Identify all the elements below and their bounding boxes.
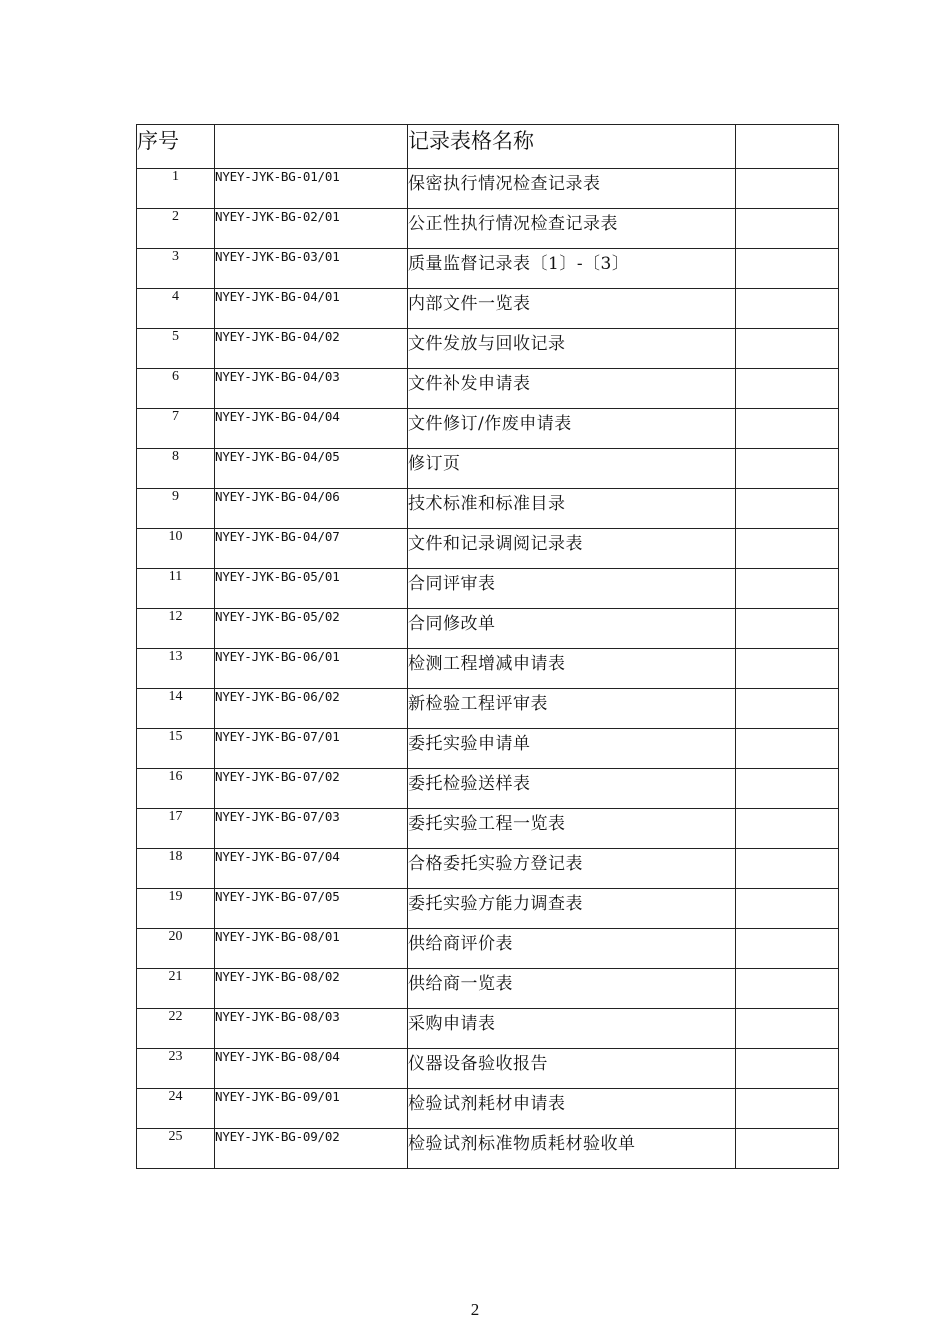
table-row — [137, 729, 839, 769]
table-row — [137, 449, 839, 489]
row-extra-cell — [736, 1049, 839, 1089]
row-form-code: NYEY-JYK-BG-08/03 — [215, 1009, 408, 1049]
row-form-code: NYEY-JYK-BG-09/02 — [215, 1129, 408, 1169]
table-row — [137, 929, 839, 969]
row-serial-number: 10 — [137, 529, 215, 569]
row-form-name: 仪器设备验收报告 — [408, 1049, 736, 1089]
row-serial-number: 2 — [137, 209, 215, 249]
row-form-name: 合同评审表 — [408, 569, 736, 609]
row-extra-cell — [736, 1009, 839, 1049]
row-extra-cell — [736, 689, 839, 729]
row-form-name: 委托实验工程一览表 — [408, 809, 736, 849]
row-form-code: NYEY-JYK-BG-04/01 — [215, 289, 408, 329]
row-form-code: NYEY-JYK-BG-06/01 — [215, 649, 408, 689]
table-row — [137, 649, 839, 689]
row-form-code: NYEY-JYK-BG-04/06 — [215, 489, 408, 529]
row-serial-number: 13 — [137, 649, 215, 689]
table-row — [137, 529, 839, 569]
row-form-name: 文件补发申请表 — [408, 369, 736, 409]
row-form-name: 质量监督记录表〔1〕-〔3〕 — [408, 249, 736, 289]
row-extra-cell — [736, 569, 839, 609]
row-serial-number: 17 — [137, 809, 215, 849]
row-serial-number: 23 — [137, 1049, 215, 1089]
table-row — [137, 369, 839, 409]
row-extra-cell — [736, 969, 839, 1009]
row-extra-cell — [736, 409, 839, 449]
row-serial-number: 8 — [137, 449, 215, 489]
row-form-code: NYEY-JYK-BG-05/01 — [215, 569, 408, 609]
row-extra-cell — [736, 249, 839, 289]
row-extra-cell — [736, 329, 839, 369]
row-extra-cell — [736, 809, 839, 849]
row-extra-cell — [736, 649, 839, 689]
row-form-name: 供给商评价表 — [408, 929, 736, 969]
table-row — [137, 1009, 839, 1049]
row-form-code: NYEY-JYK-BG-02/01 — [215, 209, 408, 249]
table-row — [137, 329, 839, 369]
row-form-name: 技术标准和标准目录 — [408, 489, 736, 529]
row-form-code: NYEY-JYK-BG-04/05 — [215, 449, 408, 489]
row-extra-cell — [736, 529, 839, 569]
row-form-code: NYEY-JYK-BG-07/02 — [215, 769, 408, 809]
table-row — [137, 249, 839, 289]
row-serial-number: 5 — [137, 329, 215, 369]
row-serial-number: 9 — [137, 489, 215, 529]
row-extra-cell — [736, 169, 839, 209]
row-serial-number: 7 — [137, 409, 215, 449]
row-form-name: 合同修改单 — [408, 609, 736, 649]
row-form-code: NYEY-JYK-BG-07/05 — [215, 889, 408, 929]
row-extra-cell — [736, 729, 839, 769]
row-form-code: NYEY-JYK-BG-08/01 — [215, 929, 408, 969]
row-extra-cell — [736, 1129, 839, 1169]
row-extra-cell — [736, 929, 839, 969]
row-form-name: 委托实验方能力调查表 — [408, 889, 736, 929]
row-form-name: 文件发放与回收记录 — [408, 329, 736, 369]
row-serial-number: 12 — [137, 609, 215, 649]
row-form-name: 供给商一览表 — [408, 969, 736, 1009]
row-form-name: 检验试剂标准物质耗材验收单 — [408, 1129, 736, 1169]
row-serial-number: 1 — [137, 169, 215, 209]
table-row — [137, 409, 839, 449]
row-serial-number: 15 — [137, 729, 215, 769]
row-form-name: 委托检验送样表 — [408, 769, 736, 809]
table-row — [137, 809, 839, 849]
row-form-code: NYEY-JYK-BG-05/02 — [215, 609, 408, 649]
row-serial-number: 6 — [137, 369, 215, 409]
table-row — [137, 689, 839, 729]
row-form-code: NYEY-JYK-BG-08/02 — [215, 969, 408, 1009]
row-form-code: NYEY-JYK-BG-06/02 — [215, 689, 408, 729]
row-form-name: 修订页 — [408, 449, 736, 489]
row-form-code: NYEY-JYK-BG-07/01 — [215, 729, 408, 769]
row-serial-number: 20 — [137, 929, 215, 969]
table-row — [137, 889, 839, 929]
row-extra-cell — [736, 849, 839, 889]
row-form-name: 采购申请表 — [408, 1009, 736, 1049]
table-row — [137, 1089, 839, 1129]
records-table — [136, 124, 839, 1169]
row-form-code: NYEY-JYK-BG-04/02 — [215, 329, 408, 369]
table-row — [137, 769, 839, 809]
row-serial-number: 24 — [137, 1089, 215, 1129]
row-serial-number: 25 — [137, 1129, 215, 1169]
row-form-code: NYEY-JYK-BG-04/04 — [215, 409, 408, 449]
table-row — [137, 209, 839, 249]
row-extra-cell — [736, 449, 839, 489]
row-extra-cell — [736, 769, 839, 809]
row-serial-number: 21 — [137, 969, 215, 1009]
row-extra-cell — [736, 289, 839, 329]
table-row — [137, 969, 839, 1009]
table-row — [137, 849, 839, 889]
row-serial-number: 16 — [137, 769, 215, 809]
table-row — [137, 1049, 839, 1089]
row-form-name: 内部文件一览表 — [408, 289, 736, 329]
header-record-form-name: 记录表格名称 — [408, 125, 736, 169]
table-header-row — [137, 125, 839, 169]
row-form-code: NYEY-JYK-BG-08/04 — [215, 1049, 408, 1089]
table-row — [137, 1129, 839, 1169]
row-form-name: 文件和记录调阅记录表 — [408, 529, 736, 569]
row-serial-number: 3 — [137, 249, 215, 289]
table-row — [137, 569, 839, 609]
row-form-code: NYEY-JYK-BG-04/07 — [215, 529, 408, 569]
row-serial-number: 14 — [137, 689, 215, 729]
header-serial-number: 序号 — [137, 125, 215, 169]
row-form-code: NYEY-JYK-BG-07/03 — [215, 809, 408, 849]
table-row — [137, 609, 839, 649]
row-serial-number: 18 — [137, 849, 215, 889]
row-form-code: NYEY-JYK-BG-07/04 — [215, 849, 408, 889]
row-serial-number: 4 — [137, 289, 215, 329]
row-form-name: 新检验工程评审表 — [408, 689, 736, 729]
table-row — [137, 289, 839, 329]
table-row — [137, 489, 839, 529]
row-form-name: 检测工程增减申请表 — [408, 649, 736, 689]
table-row — [137, 169, 839, 209]
row-serial-number: 22 — [137, 1009, 215, 1049]
row-extra-cell — [736, 209, 839, 249]
page-number: 2 — [470, 1300, 480, 1319]
row-form-code: NYEY-JYK-BG-04/03 — [215, 369, 408, 409]
row-form-name: 文件修订/作废申请表 — [408, 409, 736, 449]
row-serial-number: 11 — [137, 569, 215, 609]
row-form-name: 合格委托实验方登记表 — [408, 849, 736, 889]
row-form-name: 委托实验申请单 — [408, 729, 736, 769]
row-extra-cell — [736, 369, 839, 409]
header-extra — [736, 125, 839, 169]
row-extra-cell — [736, 489, 839, 529]
row-form-code: NYEY-JYK-BG-01/01 — [215, 169, 408, 209]
header-code — [215, 125, 408, 169]
row-form-code: NYEY-JYK-BG-03/01 — [215, 249, 408, 289]
row-serial-number: 19 — [137, 889, 215, 929]
row-form-name: 公正性执行情况检查记录表 — [408, 209, 736, 249]
row-form-name: 检验试剂耗材申请表 — [408, 1089, 736, 1129]
row-form-code: NYEY-JYK-BG-09/01 — [215, 1089, 408, 1129]
row-extra-cell — [736, 1089, 839, 1129]
row-form-name: 保密执行情况检查记录表 — [408, 169, 736, 209]
row-extra-cell — [736, 889, 839, 929]
row-extra-cell — [736, 609, 839, 649]
